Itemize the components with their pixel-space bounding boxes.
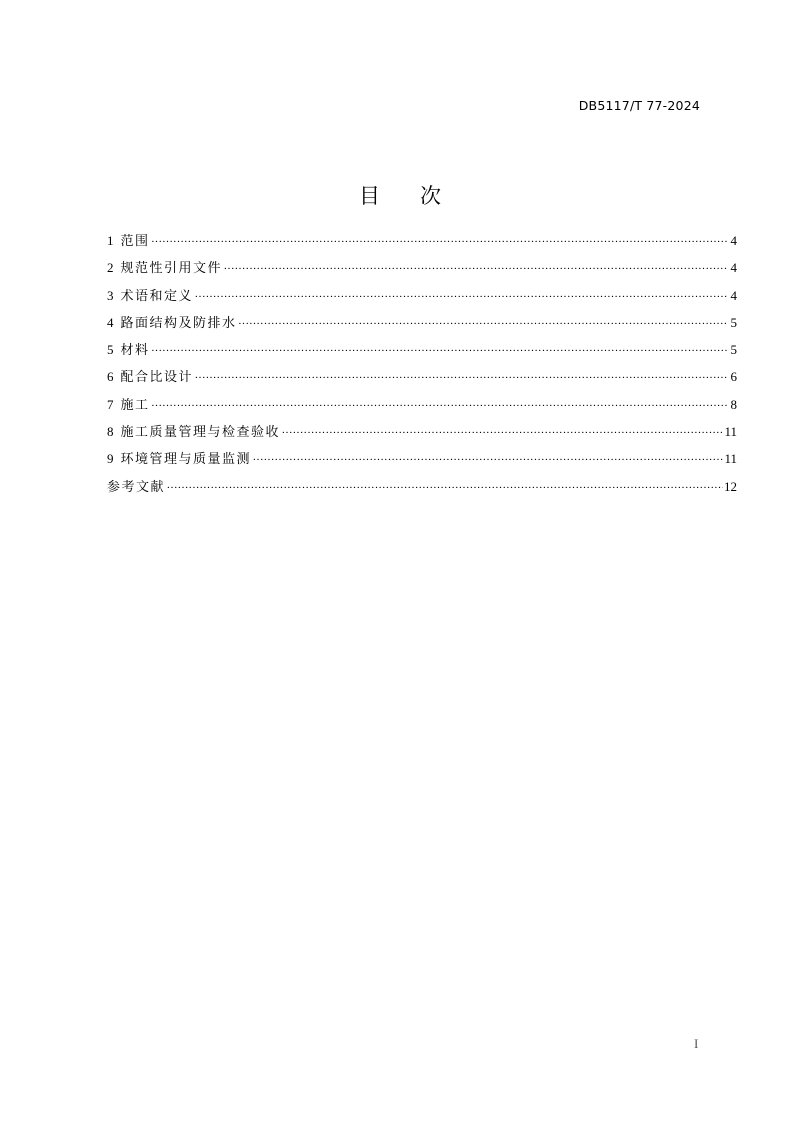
document-code: DB5117/T 77-2024 xyxy=(578,98,700,113)
toc-entry-page: 4 xyxy=(730,233,737,248)
toc-leader-dots xyxy=(195,286,728,300)
page-number: I xyxy=(694,1036,699,1051)
toc-entry-number: 8 xyxy=(107,424,114,440)
toc-entry-number: 5 xyxy=(107,342,114,358)
toc-entry-page: 11 xyxy=(724,451,737,467)
toc-entry-number: 2 xyxy=(107,260,114,276)
toc-title-char-1: 目 xyxy=(359,184,380,208)
toc-entry-page: 8 xyxy=(730,396,737,412)
toc-entry-label: 材料 xyxy=(120,342,150,358)
toc-entry-page: 4 xyxy=(730,260,737,276)
toc-leader-dots xyxy=(224,258,728,272)
toc-entry-label: 施工 xyxy=(120,396,150,412)
toc-entry-number: 7 xyxy=(107,396,114,412)
toc-entry-quality-management[interactable] xyxy=(107,422,737,449)
toc-entry-construction[interactable] xyxy=(107,395,737,422)
toc-entry-environmental-management[interactable] xyxy=(107,449,737,476)
toc-entry-label: 范围 xyxy=(120,233,150,248)
toc-leader-dots xyxy=(195,367,728,381)
toc-entry-number: 4 xyxy=(107,314,114,330)
toc-entry-label: 环境管理与质量监测 xyxy=(120,451,252,467)
toc-entry-materials[interactable] xyxy=(107,340,737,367)
toc-leader-dots xyxy=(239,313,728,327)
toc-entry-label: 路面结构及防排水 xyxy=(120,314,237,330)
toc-entry-mix-design[interactable] xyxy=(107,367,737,394)
toc-entry-page: 11 xyxy=(724,424,737,440)
toc-entry-pavement-structure[interactable] xyxy=(107,313,737,340)
toc-list xyxy=(107,231,737,504)
toc-entry-page: 6 xyxy=(730,369,737,385)
toc-entry-number: 1 xyxy=(107,233,114,248)
toc-entry-page: 12 xyxy=(724,478,737,494)
toc-leader-dots xyxy=(152,395,728,409)
toc-leader-dots xyxy=(282,422,723,436)
toc-entry-number: 6 xyxy=(107,369,114,385)
toc-entry-number: 9 xyxy=(107,451,114,467)
toc-title-char-2: 次 xyxy=(420,184,441,208)
toc-title xyxy=(0,180,800,210)
toc-entry-label: 术语和定义 xyxy=(120,287,194,303)
toc-leader-dots xyxy=(152,340,728,354)
toc-entry-number: 3 xyxy=(107,287,114,303)
toc-entry-normative-references[interactable] xyxy=(107,258,737,285)
toc-entry-label: 规范性引用文件 xyxy=(120,260,223,276)
toc-entry-label: 配合比设计 xyxy=(120,369,194,385)
toc-leader-dots xyxy=(167,477,723,491)
toc-entry-label: 施工质量管理与检查验收 xyxy=(120,424,281,440)
toc-entry-terms-definitions[interactable] xyxy=(107,286,737,313)
toc-leader-dots xyxy=(152,231,728,245)
toc-entry-page: 5 xyxy=(730,342,737,358)
toc-entry-page: 5 xyxy=(730,314,737,330)
toc-entry-page: 4 xyxy=(730,287,737,303)
toc-entry-label: 参考文献 xyxy=(107,478,166,494)
toc-entry-bibliography[interactable] xyxy=(107,477,737,504)
toc-leader-dots xyxy=(253,449,723,463)
toc-entry-scope[interactable] xyxy=(107,231,737,258)
